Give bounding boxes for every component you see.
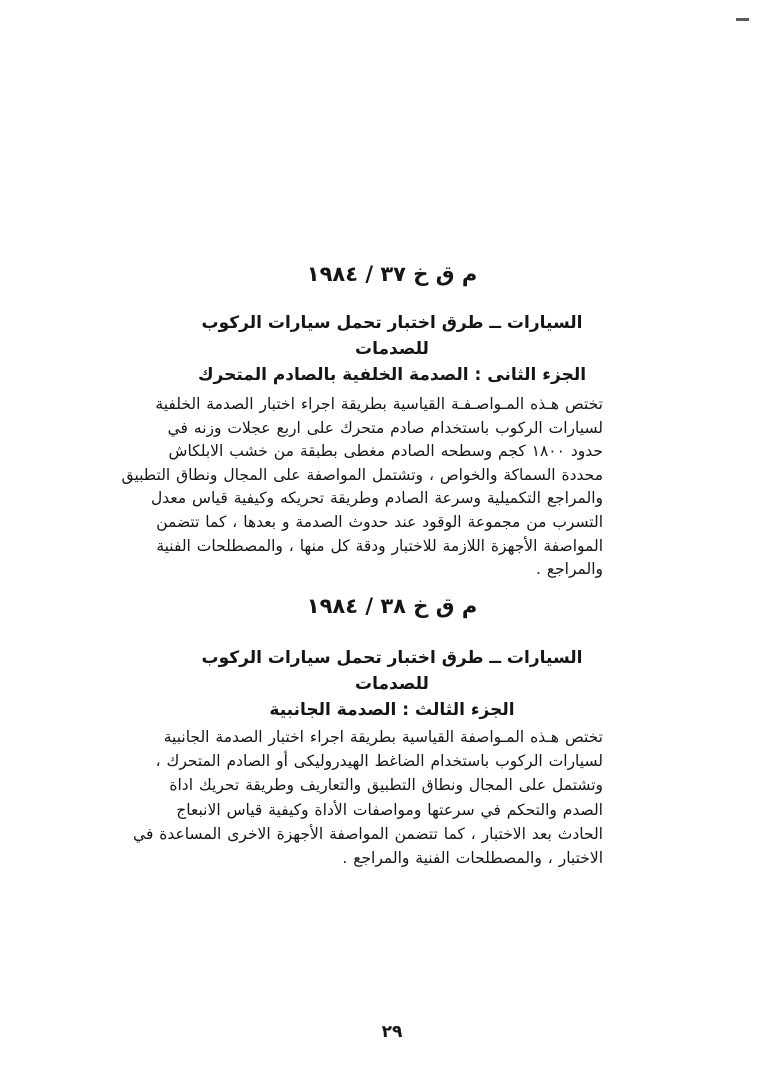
abstract-1-line: التسرب من مجموعة الوقود عند حدوث الصدمة و بعدها ، كما تتضمن [156,512,603,531]
abstract-1-line: لسيارات الركوب باستخدام صادم متحرك على اربع عجلات وزنه في [167,418,603,437]
standard-title-1 [181,310,603,388]
standard-title-2-line-2: الجزء الثالث : الصدمة الجانبية [269,700,515,720]
standard-code-heading-1: م ق خ ٣٧ / ١٩٨٤ [306,262,478,286]
abstract-2-line: الاختبار ، والمصطلحات الفنية والمراجع . [342,849,603,868]
abstract-1-line: والمراجع التكميلية وسرعة الصادم وطريقة تحريكه وكيفية قياس معدل [150,489,603,508]
abstract-1-line: تختص هـذه المـواصـفـة القياسية بطريقة اجراء اختبار الصدمة الخلفية [155,395,603,413]
standard-title-2 [181,645,603,723]
abstract-1-line: المواصفة الأجهزة اللازمة للاختبار ودقة كل منها ، والمصطلحات الفنية [156,536,603,555]
abstract-1-line: محددة السماكة والخواص ، وتشتمل المواصفة على المجال ونطاق التطبيق [121,465,603,484]
standard-abstract-1 [121,393,603,582]
corner-dash-mark [736,18,749,21]
standard-title-1-line-2: الجزء الثانى : الصدمة الخلفية بالصادم المتحرك [197,365,587,385]
abstract-2-line: تختص هـذه المـواصفة القياسية بطريقة اجراء اختبار الصدمة الجانبية [163,728,603,746]
standard-code-heading-2: م ق خ ٣٨ / ١٩٨٤ [306,594,478,618]
standard-title-2-line-1: السيارات ــ طرق اختبار تحمل سيارات الركوب للصدمات [201,648,583,694]
standard-abstract-2 [133,725,603,870]
abstract-2-line: وتشتمل على المجال ونطاق التطبيق والتعاريف وطريقة تحريك اداة [169,776,603,795]
page-number: ٢٩ [381,1022,403,1042]
abstract-1-line: والمراجع . [535,560,603,579]
abstract-1-line: حدود ١٨٠٠ كجم وسطحه الصادم مغطى بطبقة من خشب الابلكاش [168,442,603,461]
abstract-2-line: الصدم والتحكم في سرعتها ومواصفات الأداة وكيفية قياس الانبعاج [176,800,603,819]
abstract-2-line: الحادث بعد الاختبار ، كما تتضمن المواصفة الأجهزة الاخرى المساعدة في [133,824,603,843]
standard-title-1-line-1: السيارات ــ طرق اختبار تحمل سيارات الركوب للصدمات [201,313,583,359]
abstract-2-line: لسيارات الركوب باستخدام الضاغط الهيدروليكى أو الصادم المتحرك ، [155,752,603,771]
